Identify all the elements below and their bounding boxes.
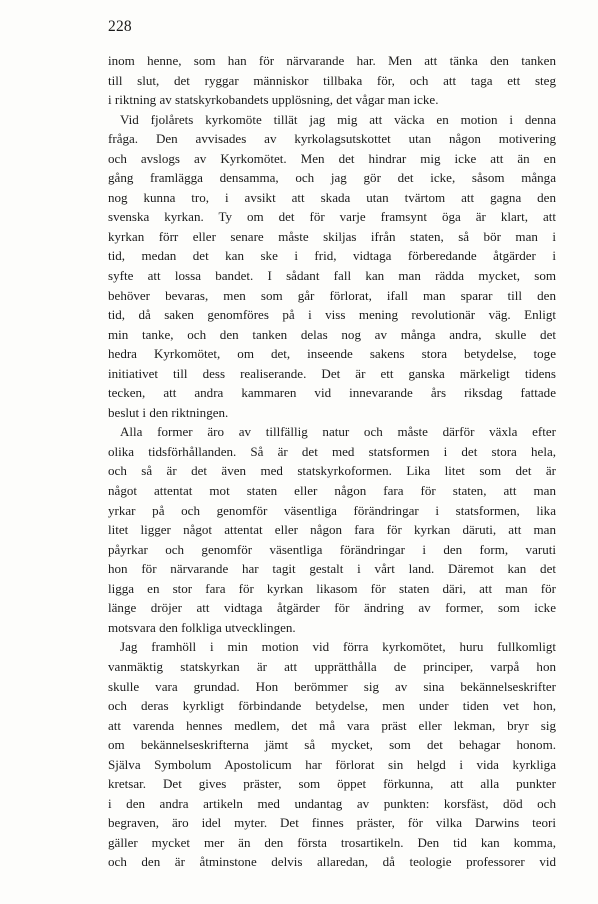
paragraph xyxy=(108,637,556,872)
text-line: om bekännelseskrifterna jämt så mycket, som det behagar honom. xyxy=(108,737,556,753)
text-line: i den andra artikeln med undantag av punkten: korsfäst, död och xyxy=(108,795,556,811)
text-line: ligga en stor fara för kyrkan likasom för staten däri, att man för xyxy=(108,580,556,596)
text-line: gång framlägga densamma, och jag gör det icke, såsom många xyxy=(108,170,556,186)
paragraph xyxy=(108,110,556,423)
text-line: initiativet till dess realiserande. Det är ett ganska märkeligt tidens xyxy=(108,365,556,381)
text-line: i riktning av statskyrkobandets upplösning, det vågar man icke. xyxy=(108,92,439,108)
text-line: och avslogs av Kyrkomötet. Men det hindrar mig icke att än en xyxy=(108,150,556,166)
text-line: till slut, det ryggar människor tillbaka för, och att taga ett steg xyxy=(108,72,556,88)
text-line: länge dröjer att vidtaga åtgärder för ändring av former, som icke xyxy=(108,600,556,616)
text-line: vanmäktig statskyrkan är att upprätthålla de principer, varpå hon xyxy=(108,658,556,674)
text-line: kyrkan förr eller senare måste skiljas ifrån staten, så bör man i xyxy=(108,228,556,244)
text-line: och deras kyrkligt förbindande betydelse, men under tiden vet hon, xyxy=(108,698,556,714)
text-line: fråga. Den avvisades av kyrkolagsutskottet utan någon motivering xyxy=(108,131,556,147)
page-number: 228 xyxy=(108,18,132,35)
text-line: olika tidsförhållanden. Så är det med statsformen i det stora hela, xyxy=(108,443,556,459)
text-line: hedra Kyrkomötet, om det, inseende sakens stora betydelse, toge xyxy=(108,346,556,362)
text-line: tid, då saken genomföres på i viss mening revolutionär väg. Enligt xyxy=(108,307,556,323)
paragraph xyxy=(108,422,556,637)
text-line: hon för närvarande har tagit gestalt i vårt land. Däremot kan det xyxy=(108,561,556,577)
text-line: Själva Symbolum Apostolicum har förlorat sin helgd i vida kyrkliga xyxy=(108,756,556,772)
text-line: kretsar. Det gives präster, som öppet förkunna, att alla punkter xyxy=(108,776,556,792)
text-line: och den är åtminstone delvis allaredan, då teologie professorer vid xyxy=(108,854,556,870)
paragraph xyxy=(108,51,556,110)
text-line: begraven, äro idel myter. Det finnes präster, för vilka Darwins teori xyxy=(108,815,556,831)
text-line: påyrkar och genomför väsentliga förändringar i den form, varuti xyxy=(108,541,556,557)
text-line: min tanke, och den tanken delas nog av många andra, skulle det xyxy=(108,326,556,342)
text-line: svenska kyrkan. Ty om det för varje framsynt öga är klart, att xyxy=(108,209,556,225)
text-line: Vid fjolårets kyrkomöte tillät jag mig att väcka en motion i denna xyxy=(120,111,556,127)
text-line: beslut i den riktningen. xyxy=(108,404,229,420)
text-line: motsvara den folkliga utvecklingen. xyxy=(108,619,296,635)
text-line: tecken, att andra kammaren vid innevarande års riksdag fattade xyxy=(108,385,556,401)
body-text xyxy=(108,51,556,872)
text-line: skulle vara grundad. Hon berömmer sig av sina bekännelseskrifter xyxy=(108,678,556,694)
text-line: yrkar på och genomför väsentliga förändringar i statsformen, lika xyxy=(108,502,556,518)
text-line: och så är det även med statskyrkoformen. Lika litet som det är xyxy=(108,463,556,479)
text-line: syfte att lossa bandet. I sådant fall kan man rädda mycket, som xyxy=(108,268,556,284)
text-line: något attentat mot staten eller någon fara för staten, att man xyxy=(108,483,556,499)
text-line: litet ligger något attentat eller någon fara för kyrkan däruti, att man xyxy=(108,522,556,538)
text-line: gäller mycket mer än den första trosartikeln. Den tid kan komma, xyxy=(108,834,556,850)
text-line: att varenda hennes medlem, det må vara präst eller lekman, bryr sig xyxy=(108,717,556,733)
text-line: Alla former äro av tillfällig natur och måste därför växla efter xyxy=(120,424,556,440)
text-line: nog kunna tro, i avsikt att skada utan tvärtom att gagna den xyxy=(108,189,556,205)
text-line: Jag framhöll i min motion vid förra kyrkomötet, huru fullkomligt xyxy=(120,639,556,655)
text-line: inom henne, som han för närvarande har. Men att tänka den tanken xyxy=(108,53,556,68)
text-line: behöver bevaras, men som går förlorat, ifall man sparar till den xyxy=(108,287,556,303)
text-line: tid, medan det kan ske i frid, vidtaga förberedande åtgärder i xyxy=(108,248,556,264)
